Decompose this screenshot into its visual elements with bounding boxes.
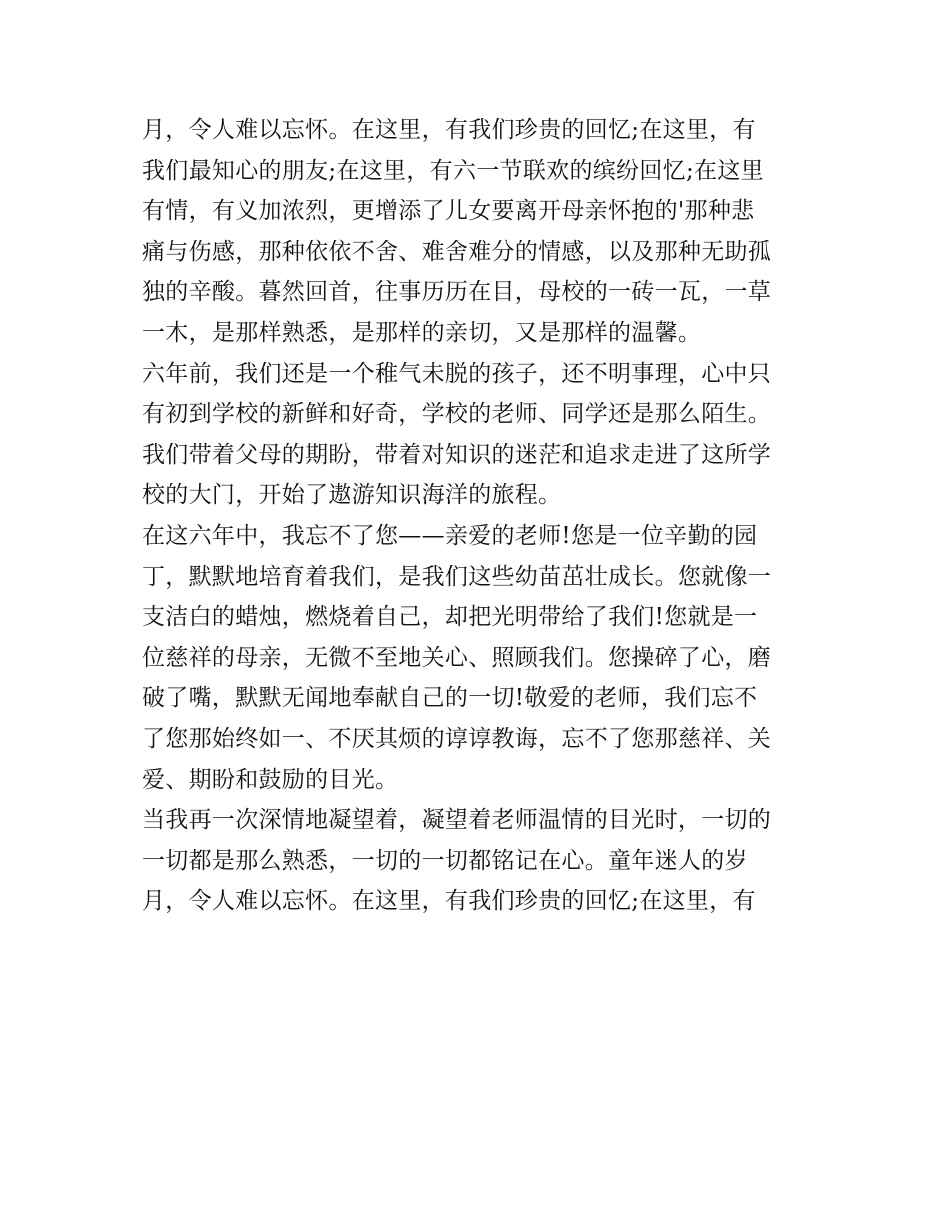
text-line: 一切都是那么熟悉，一切的一切都铭记在心。童年迷人的岁 [142, 847, 748, 874]
text-line: 我们带着父母的期盼，带着对知识的迷茫和追求走进了这所学 [142, 441, 772, 468]
text-line: 六年前，我们还是一个稚气未脱的孩子，还不明事理，心中只 [142, 360, 772, 387]
text-line: 痛与伤感，那种依依不舍、难舍难分的情感，以及那种无助孤 [142, 238, 772, 265]
text-line: 爱、期盼和鼓励的目光。 [142, 766, 399, 793]
text-line: 了您那始终如一、不厌其烦的谆谆教诲，忘不了您那慈祥、关 [142, 725, 772, 752]
text-line: 破了嘴，默默无闻地奉献自己的一切!敬爱的老师，我们忘不 [142, 685, 758, 712]
text-line: 位慈祥的母亲，无微不至地关心、照顾我们。您操碎了心，磨 [142, 644, 772, 671]
text-line: 有初到学校的新鲜和好奇，学校的老师、同学还是那么陌生。 [142, 401, 772, 428]
text-line: 有情，有义加浓烈，更增添了儿女要离开母亲怀抱的'那种悲 [142, 198, 755, 225]
text-line: 一木，是那样熟悉，是那样的亲切，又是那样的温馨。 [142, 319, 702, 346]
text-line: 月，令人难以忘怀。在这里，有我们珍贵的回忆;在这里，有 [142, 117, 756, 143]
text-line: 丁，默默地培育着我们，是我们这些幼苗茁壮成长。您就像一 [142, 563, 772, 590]
text-line: 月，令人难以忘怀。在这里，有我们珍贵的回忆;在这里，有 [142, 888, 756, 915]
text-line: 独的辛酸。暮然回首，往事历历在目，母校的一砖一瓦，一草 [142, 279, 772, 306]
text-line: 支洁白的蜡烛，燃烧着自己，却把光明带给了我们!您就是一 [142, 604, 758, 631]
text-line: 我们最知心的朋友;在这里，有六一节联欢的缤纷回忆;在这里 [142, 157, 764, 184]
text-line: 校的大门，开始了遨游知识海洋的旅程。 [142, 482, 562, 509]
text-line: 在这六年中，我忘不了您——亲爱的老师!您是一位辛勤的园 [142, 522, 758, 549]
text-line: 当我再一次深情地凝望着，凝望着老师温情的目光时，一切的 [142, 807, 772, 834]
document-body [142, 110, 814, 922]
